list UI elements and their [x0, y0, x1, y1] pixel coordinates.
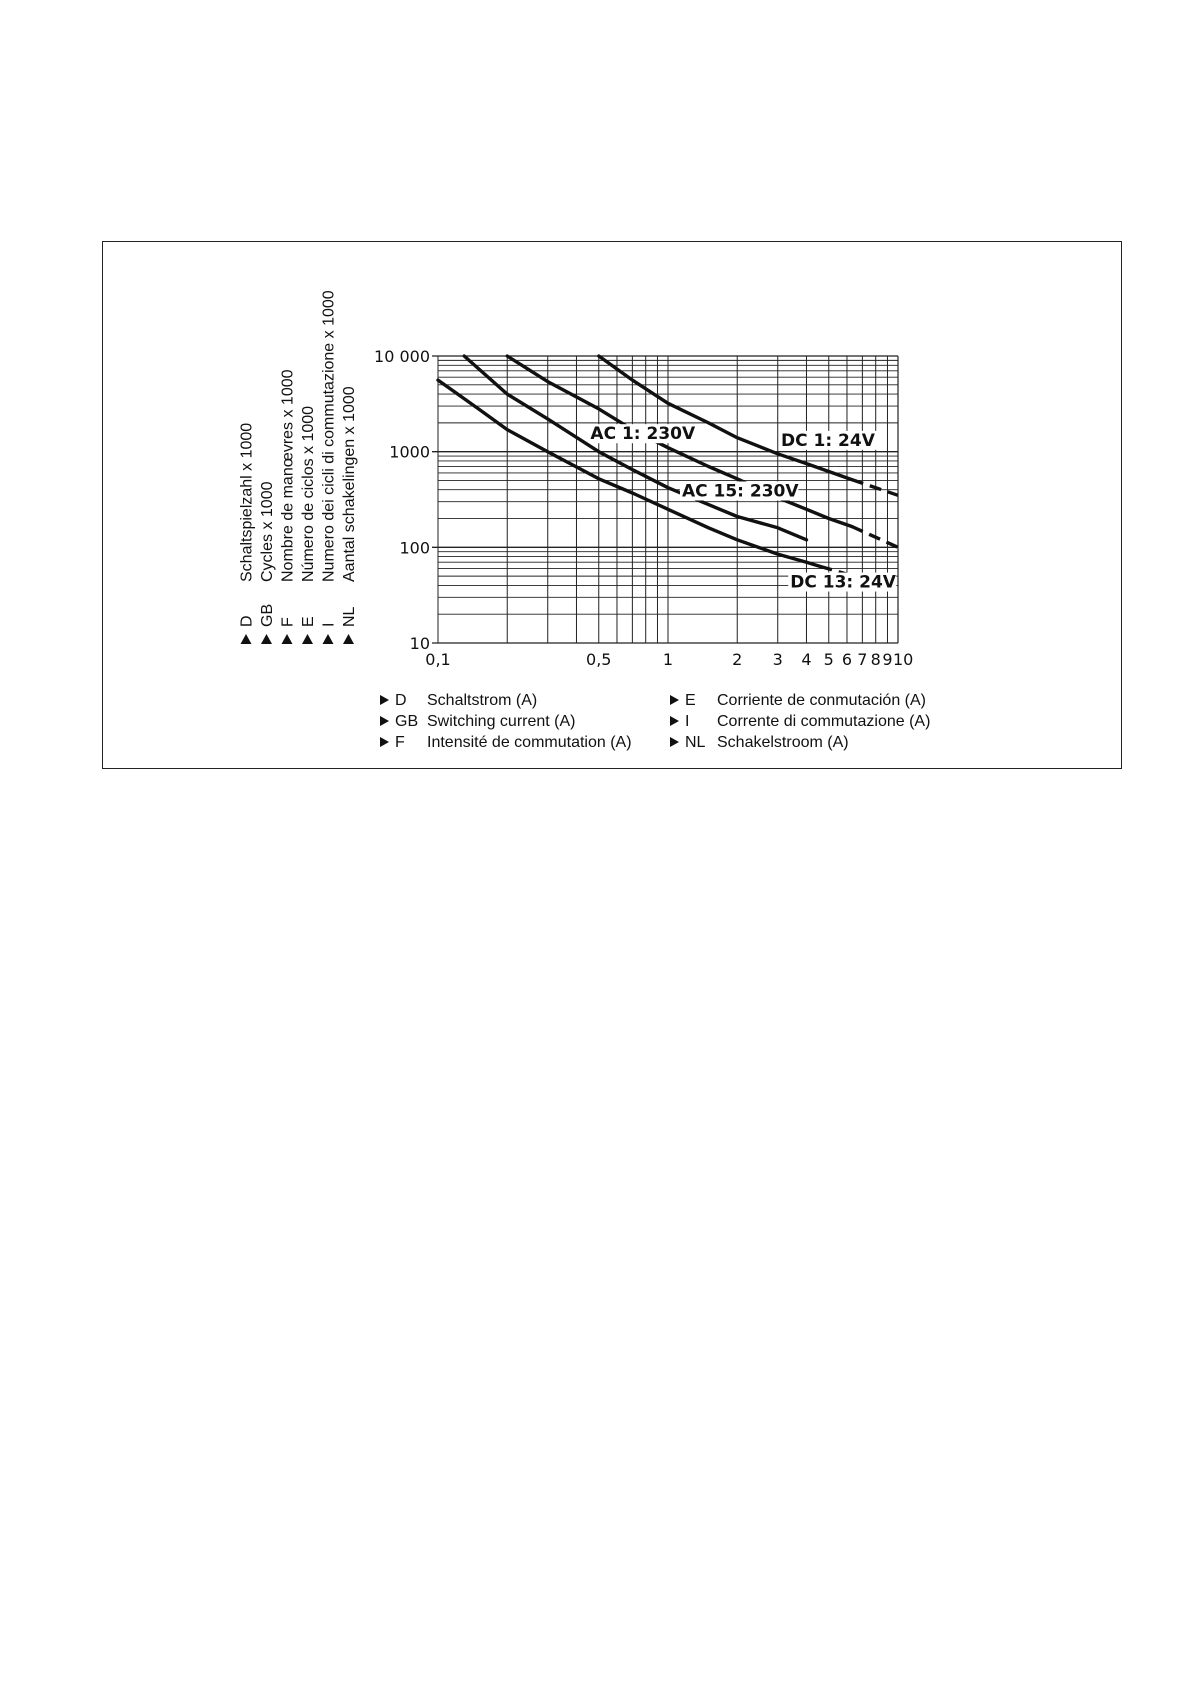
y-legend-item [341, 386, 358, 644]
y-legend-item [280, 369, 297, 644]
y-legend-code: E [300, 616, 317, 627]
switching-cycles-chart [360, 345, 940, 675]
x-tick-label: 9 [882, 650, 893, 669]
y-legend-code: I [320, 622, 338, 627]
y-legend-text: Schaltspielzahl x 1000 [238, 422, 256, 582]
y-legend-code: NL [341, 606, 358, 627]
x-tick-label: 6 [841, 650, 853, 669]
x-tick-label: 2 [732, 650, 743, 669]
y-legend-text: Número de ciclos x 1000 [300, 405, 317, 582]
y-legend-code: D [238, 615, 256, 627]
y-legend-code: F [279, 617, 297, 627]
x-tick-label: 1 [662, 650, 674, 669]
x-legend-item-f [380, 732, 632, 753]
series-label: AC 15: 230V [681, 481, 799, 502]
legend-code: F [395, 734, 405, 751]
legend-text: Corriente de conmutación (A) [717, 692, 926, 709]
x-legend-item-nl [670, 732, 849, 753]
series-label: DC 13: 24V [790, 572, 896, 593]
x-legend-row [380, 711, 980, 732]
y-legend-text: Aantal schakelingen x 1000 [341, 386, 358, 582]
x-legend-row [380, 690, 980, 711]
y-legend-text: Cycles x 1000 [259, 481, 276, 582]
legend-text: Corrente di commutazione (A) [717, 713, 931, 730]
y-axis [374, 347, 430, 653]
triangle-right-icon [670, 695, 679, 705]
y-axis-legend-svg [234, 272, 359, 652]
x-tick-label: 3 [772, 650, 783, 669]
legend-text: Intensité de commutation (A) [427, 734, 632, 751]
grid [432, 356, 898, 643]
triangle-up-icon [323, 634, 334, 644]
chart-svg [360, 345, 940, 675]
x-tick-label: 7 [857, 650, 868, 669]
x-legend-item-i [670, 711, 930, 732]
x-legend-item-e [670, 690, 926, 711]
triangle-right-icon [380, 716, 389, 726]
series-line-dashed [852, 480, 898, 496]
triangle-up-icon [302, 634, 313, 644]
series-label: DC 1: 24V [781, 430, 875, 451]
x-legend-item-d [380, 690, 537, 711]
triangle-up-icon [343, 634, 354, 644]
triangle-right-icon [380, 695, 389, 705]
legend-code: E [685, 692, 696, 709]
y-tick-label: 100 [399, 538, 430, 558]
y-tick-label: 10 [409, 634, 430, 653]
triangle-up-icon [282, 634, 293, 644]
x-axis-legend [380, 690, 980, 753]
y-legend-text: Nombre de manœvres x 1000 [279, 369, 297, 582]
legend-text: Schakelstroom (A) [717, 734, 849, 751]
y-legend-item [300, 406, 317, 644]
x-tick-label: 0,5 [586, 650, 612, 669]
series-label: AC 1: 230V [590, 424, 696, 445]
y-legend-item [321, 290, 338, 644]
x-tick-label: 8 [870, 650, 881, 669]
legend-text: Schaltstrom (A) [427, 692, 538, 709]
x-tick-label: 0,1 [425, 650, 451, 669]
legend-code: I [685, 713, 690, 730]
triangle-right-icon [670, 716, 679, 726]
y-tick-label: 1000 [389, 442, 430, 462]
y-legend-item [259, 481, 276, 644]
x-tick-label: 10 [893, 650, 914, 669]
y-tick-label: 10 000 [374, 347, 430, 366]
legend-code: GB [395, 713, 419, 730]
y-legend-text: Numero dei cicli di commutazione x 1000 [320, 290, 338, 582]
legend-code: NL [685, 734, 706, 751]
y-axis-legend [234, 272, 359, 652]
legend-text: Switching current (A) [427, 713, 576, 730]
y-legend-item [239, 423, 256, 644]
legend-code: D [395, 692, 407, 709]
triangle-right-icon [670, 737, 679, 747]
x-tick-label: 4 [801, 650, 812, 669]
x-legend-item-gb [380, 711, 576, 732]
series-line-dashed [852, 527, 898, 548]
triangle-up-icon [241, 634, 252, 644]
x-axis [425, 650, 913, 669]
triangle-up-icon [261, 634, 272, 644]
x-legend-row [380, 732, 980, 753]
triangle-right-icon [380, 737, 389, 747]
x-tick-label: 5 [823, 650, 834, 669]
y-legend-code: GB [259, 603, 276, 627]
